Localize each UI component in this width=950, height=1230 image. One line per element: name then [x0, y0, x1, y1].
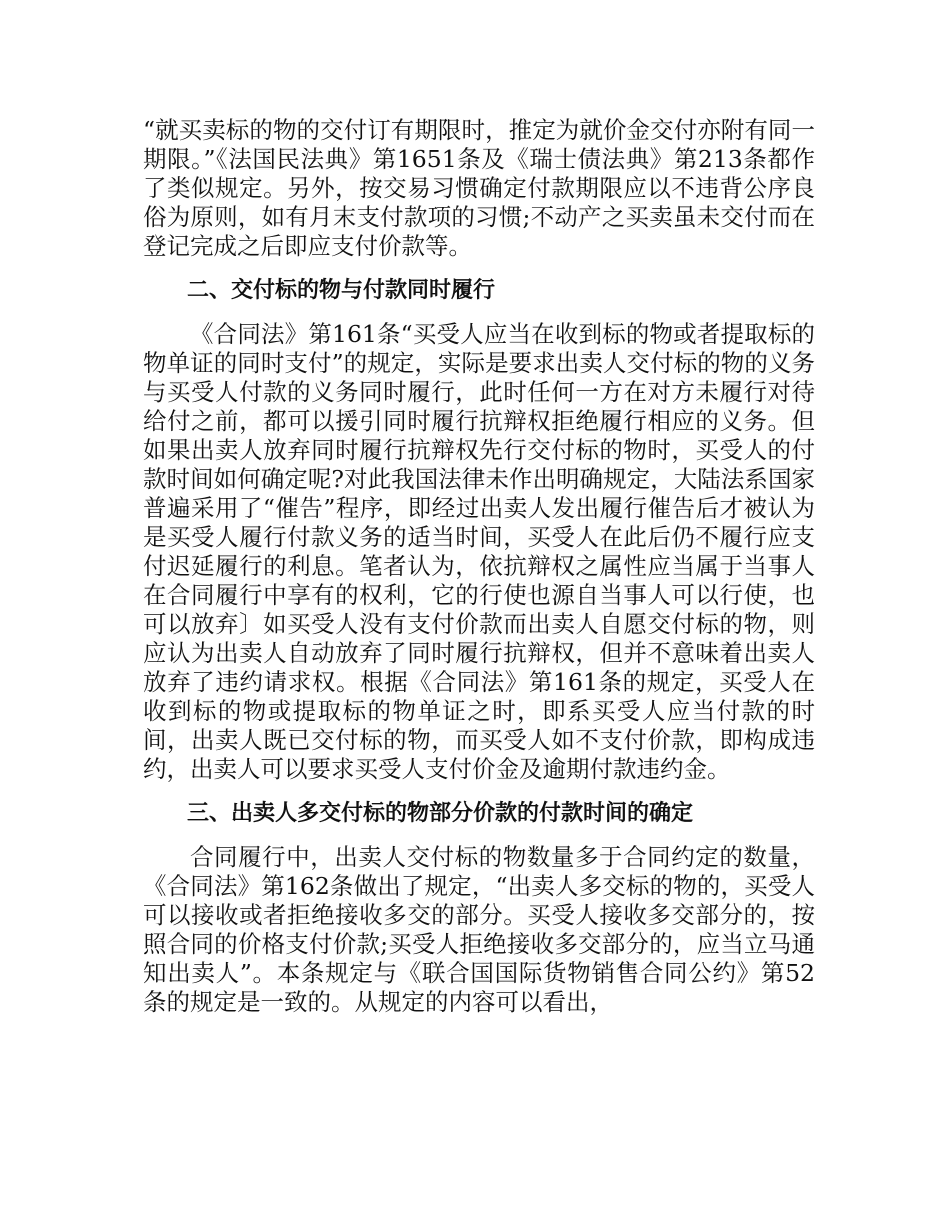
- document-page: [143, 116, 815, 1032]
- paragraph-2: 《合同法》第161条“买受人应当在收到标的物或者提取标的物单证的同时支付”的规定，实际是要求出卖人交付标的物的义务与买受人付款的义务同时履行，此时任何一方在对方未履行对待给付之前，都可以援引同时履行抗辩权拒绝履行相应的义务。但如果出卖人放弃同时履行抗辩权先行交付标的物时，买受人的付款时间如何确定呢?对此我国法律未作出明确规定，大陆法系国家普遍采用了“催告”程序，即经过出卖人发出履行催告后才被认为是买受人履行付款义务的适当时间，买受人在此后仍不履行应支付迟延履行的利息。笔者认为，依抗辩权之属性应当属于当事人在合同履行中享有的权利，它的行使也源自当事人可以行使，也可以放弃〕如买受人没有支付价款而出卖人自愿交付标的物，则应认为出卖人自动放弃了同时履行抗辩权，但并不意味着出卖人放弃了违约请求权。根据《合同法》第161条的规定，买受人在收到标的物或提取标的物单证之时，即系买受人应当付款的时间，出卖人既已交付标的物，而买受人如不支付价款，即构成违约，出卖人可以要求买受人支付价金及逾期付款违约金。: [143, 320, 815, 783]
- section-heading-3: 三、出卖人多交付标的物部分价款的付款时间的确定: [187, 801, 694, 826]
- paragraph-1: “就买卖标的物的交付订有期限时，推定为就价金交付亦附有同一期限。”《法国民法典》第1651条及《瑞士债法典》第213条都作了类似规定。另外，按交易习惯确定付款期限应以不违背公序良俗为原则，如有月末支付款项的习惯;不动产之买卖虽未交付而在登记完成之后即应支付价款等。: [143, 116, 815, 260]
- paragraph-3: 合同履行中，出卖人交付标的物数量多于合同约定的数量，《合同法》第162条做出了规定，“出卖人多交标的物的，买受人可以接收或者拒绝接收多交的部分。买受人接收多交部分的，按照合同的价格支付价款;买受人拒绝接收多交部分的，应当立马通知出卖人”。本条规定与《联合国国际货物销售合同公约》第52条的规定是一致的。从规定的内容可以看出，: [143, 843, 815, 1016]
- section-heading-2: 二、交付标的物与付款同时履行: [187, 278, 496, 303]
